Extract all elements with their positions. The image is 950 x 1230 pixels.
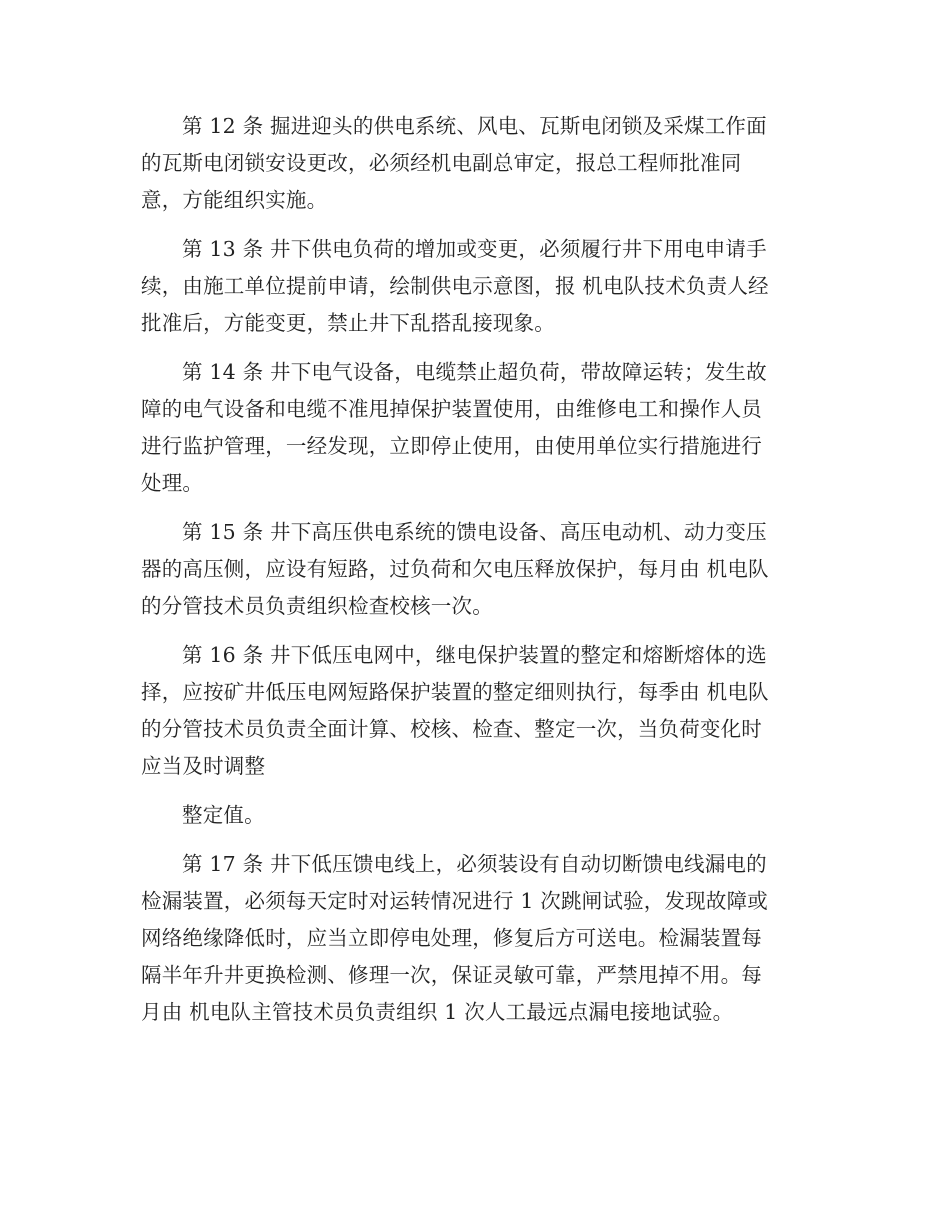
article-16-paragraph [141,637,809,785]
text-line: 批准后，方能变更，禁止井下乱搭乱接现象。 [141,311,555,335]
text-line: 应当及时调整 [141,754,266,778]
text-line: 的瓦斯电闭锁安设更改，必须经机电副总审定，报总工程师批准同 [141,151,742,175]
text-line: 隔半年升井更换检测、修理一次，保证灵敏可靠，严禁甩掉不用。每 [141,963,762,987]
text-line: 的分管技术员负责全面计算、校核、检查、整定一次，当负荷变化时 [141,717,762,741]
text-line: 意，方能组织实施。 [141,188,328,212]
text-line: 第 15 条 井下高压供电系统的馈电设备、高压电动机、动力变压 [182,520,767,544]
text-line: 续，由施工单位提前申请，绘制供电示意图，报 机电队技术负责人经 [141,274,769,298]
article-16-continuation [141,797,809,834]
article-13-paragraph [141,231,809,342]
article-15-paragraph [141,514,809,625]
text-line: 第 16 条 井下低压电网中，继电保护装置的整定和熔断熔体的选 [182,643,767,667]
text-line: 的分管技术员负责组织检查校核一次。 [141,594,493,618]
text-line: 第 12 条 掘进迎头的供电系统、风电、瓦斯电闭锁及采煤工作面 [182,114,767,138]
text-line: 进行监护管理，一经发现，立即停止使用，由使用单位实行措施进行 [141,434,762,458]
text-line: 第 13 条 井下供电负荷的增加或变更，必须履行井下用电申请手 [182,237,767,261]
article-17-paragraph [141,846,809,1031]
document-body [141,108,809,1043]
text-line: 第 17 条 井下低压馈电线上，必须装设有自动切断馈电线漏电的 [182,852,767,876]
text-line: 择，应按矿井低压电网短路保护装置的整定细则执行，每季由 机电队 [141,680,769,704]
text-line: 月由 机电队主管技术员负责组织 1 次人工最远点漏电接地试验。 [141,1000,734,1024]
text-line: 障的电气设备和电缆不准甩掉保护装置使用，由维修电工和操作人员 [141,397,762,421]
article-12-paragraph [141,108,809,219]
article-14-paragraph [141,354,809,502]
text-line: 检漏装置，必须每天定时对运转情况进行 1 次跳闸试验，发现故障或 [141,889,768,913]
text-line: 整定值。 [182,803,265,827]
text-line: 器的高压侧，应设有短路，过负荷和欠电压释放保护，每月由 机电队 [141,557,769,581]
text-line: 第 14 条 井下电气设备，电缆禁止超负荷，带故障运转；发生故 [182,360,767,384]
text-line: 网络绝缘降低时，应当立即停电处理，修复后方可送电。检漏装置每 [141,926,762,950]
text-line: 处理。 [141,471,204,495]
